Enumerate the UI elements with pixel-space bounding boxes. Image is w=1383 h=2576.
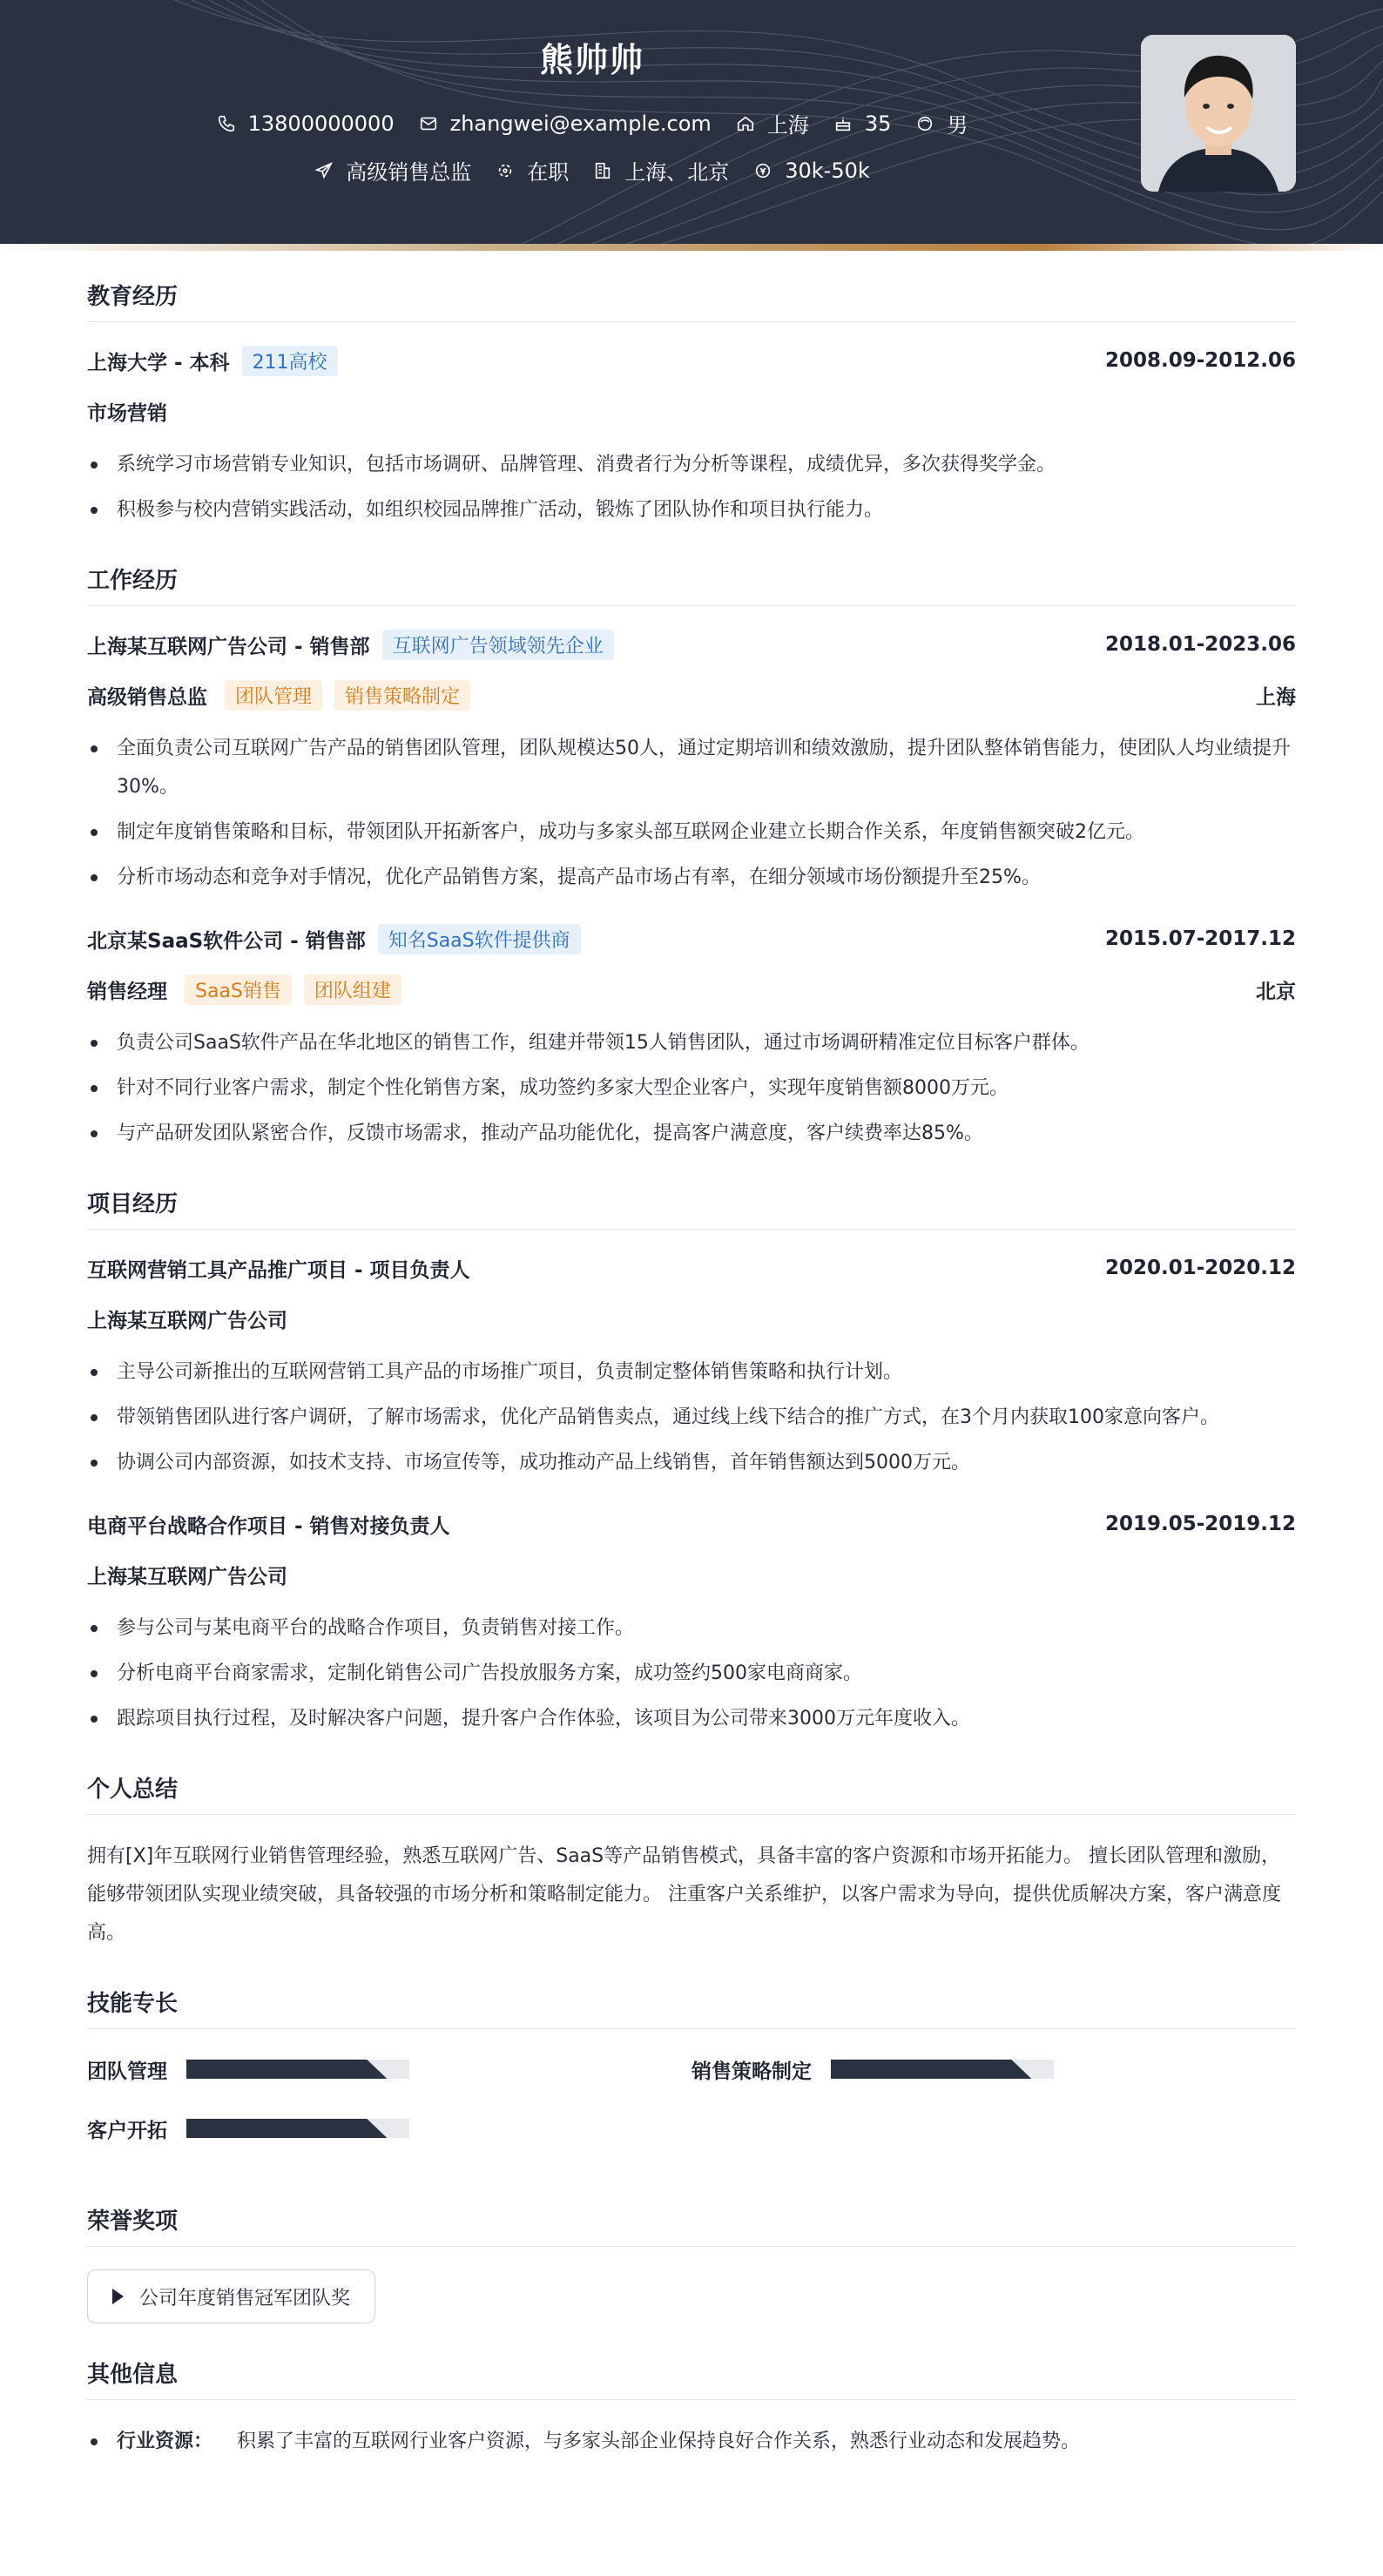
mail-icon: [419, 114, 438, 133]
role-tag: SaaS销售: [185, 974, 292, 1005]
position-text: 高级销售总监: [346, 160, 472, 185]
email-text: zhangwei@example.com: [449, 111, 712, 136]
city-text: 上海: [766, 113, 809, 138]
job-intent-row: [0, 155, 1184, 185]
triangle-right-icon: [112, 2289, 124, 2304]
honors-section: [87, 2203, 1296, 2323]
list-item: 积极参与校内营销实践活动，如组织校园品牌推广活动，锻炼了团队协作和项目执行能力。: [87, 491, 1296, 529]
job-entry: [87, 629, 1296, 897]
list-item: 带领销售团队进行客户调研，了解市场需求，优化产品销售卖点，通过线上线下结合的推广方式，在3个月内获取100家意向客户。: [87, 1399, 1296, 1437]
status-icon: [496, 161, 515, 180]
skill-bar: [186, 2119, 409, 2138]
job-date: 2018.01-2023.06: [1104, 633, 1296, 656]
job-bullets: [87, 1024, 1296, 1153]
skill-name: 销售策略制定: [692, 2060, 812, 2083]
list-item: [87, 2423, 1296, 2461]
job-entry: [87, 923, 1296, 1153]
school-tag: 211高校: [242, 346, 338, 376]
coin-icon: [753, 161, 772, 180]
education-section: [87, 279, 1296, 529]
candidate-name: 熊帅帅: [539, 41, 644, 79]
list-item: 分析电商平台商家需求，定制化销售公司广告投放服务方案，成功签约500家电商商家。: [87, 1655, 1296, 1693]
position-info: [314, 155, 471, 185]
project-org-row: [87, 1303, 1296, 1334]
skill-name: 客户开拓: [87, 2119, 167, 2142]
status-text: 在职: [527, 160, 570, 185]
list-item: 针对不同行业客户需求，制定个性化销售方案，成功签约多家大型企业客户，实现年度销售额8000万元。: [87, 1069, 1296, 1108]
other-title: 其他信息: [87, 2357, 1296, 2400]
skill-bar-fill: [186, 2060, 387, 2079]
person-icon: [915, 114, 934, 133]
role-tag: 团队组建: [304, 974, 401, 1005]
email-info: [419, 111, 712, 136]
role-tag: 团队管理: [225, 680, 322, 711]
project-bullets: [87, 1353, 1296, 1482]
projects-title: 项目经历: [87, 1186, 1296, 1230]
job-location: 上海: [1256, 685, 1296, 709]
other-section: [87, 2357, 1296, 2461]
list-item: 制定年度销售策略和目标，带领团队开拓新客户，成功与多家头部互联网企业建立长期合作关系，年度销售额突破2亿元。: [87, 813, 1296, 852]
project-name: 电商平台战略合作项目 - 销售对接负责人: [87, 1514, 450, 1538]
summary-text: 拥有[X]年互联网行业销售管理经验，熟悉互联网广告、SaaS等产品销售模式，具备丰富的客户资源和市场开拓能力。 擅长团队管理和激励，能够带领团队实现业绩突破，具备较强的市场分析和策略制定能力。 注重客户关系维护，以客户需求为导向，提供优质解决方案，客户满意度高。: [87, 1845, 1281, 1944]
list-item: 参与公司与某电商平台的战略合作项目，负责销售对接工作。: [87, 1609, 1296, 1648]
skill-bar: [186, 2060, 409, 2079]
phone-text: 13800000000: [247, 111, 395, 136]
job-header-row: [87, 923, 1296, 954]
honor-text: 公司年度销售冠军团队奖: [139, 2287, 351, 2310]
resume-body: [87, 279, 1296, 2494]
honors-title: 荣誉奖项: [87, 2203, 1296, 2247]
list-item: 负责公司SaaS软件产品在华北地区的销售工作，组建并带领15人销售团队，通过市场调研精准定位目标客户群体。: [87, 1024, 1296, 1062]
avatar: [1141, 35, 1296, 192]
list-item: 全面负责公司互联网广告产品的销售团队管理，团队规模达50人，通过定期培训和绩效激励，提升团队整体销售能力，使团队人均业绩提升30%。: [87, 730, 1296, 806]
education-title: 教育经历: [87, 279, 1296, 322]
project-org-row: [87, 1559, 1296, 1590]
salary-text: 30k-50k: [785, 158, 870, 183]
resume-header: [0, 0, 1383, 244]
honor-item[interactable]: [87, 2269, 375, 2323]
phone-icon: [217, 114, 236, 133]
list-item: 跟踪项目执行过程，及时解决客户问题，提升客户合作体验，该项目为公司带来3000万元年度收入。: [87, 1700, 1296, 1738]
projects-section: [87, 1186, 1296, 1738]
work-title: 工作经历: [87, 563, 1296, 606]
project-header-row: [87, 1252, 1296, 1284]
role-name: 销售经理: [87, 980, 167, 1003]
school-name: 上海大学 - 本科: [87, 351, 230, 374]
target-city-info: [593, 155, 729, 185]
skill-item: [692, 2052, 1296, 2087]
salary-info: [753, 158, 870, 183]
job-location: 北京: [1256, 980, 1296, 1003]
company-name: 上海某互联网广告公司 - 销售部: [87, 635, 370, 658]
gender-text: 男: [947, 113, 968, 138]
project-date: 2019.05-2019.12: [1104, 1513, 1296, 1535]
skills-title: 技能专长: [87, 1986, 1296, 2029]
summary-title: 个人总结: [87, 1771, 1296, 1815]
education-date: 2008.09-2012.06: [1104, 349, 1296, 372]
status-info: [496, 155, 569, 185]
target-city-text: 上海、北京: [624, 160, 730, 185]
company-tag: 知名SaaS软件提供商: [378, 924, 581, 954]
city-info: [736, 108, 809, 138]
home-icon: [736, 114, 755, 133]
project-org: 上海某互联网广告公司: [87, 1309, 287, 1332]
project-entry: [87, 1252, 1296, 1482]
job-header-row: [87, 629, 1296, 660]
send-icon: [314, 161, 334, 180]
cake-icon: [833, 114, 853, 133]
building-icon: [593, 161, 612, 180]
job-date: 2015.07-2017.12: [1104, 927, 1296, 950]
work-section: [87, 563, 1296, 1153]
list-item: 与产品研发团队紧密合作，反馈市场需求，推动产品功能优化，提高客户满意度，客户续费率达85%。: [87, 1115, 1296, 1153]
list-item: 系统学习市场营销专业知识，包括市场调研、品牌管理、消费者行为分析等课程，成绩优异，多次获得奖学金。: [87, 446, 1296, 484]
education-header-row: [87, 345, 1296, 376]
project-name: 互联网营销工具产品推广项目 - 项目负责人: [87, 1258, 470, 1282]
job-bullets: [87, 730, 1296, 897]
skills-grid: [87, 2052, 1296, 2170]
company-tag: 互联网广告领域领先企业: [382, 630, 614, 660]
skill-bar-fill: [186, 2119, 387, 2138]
gender-info: [915, 108, 968, 138]
role-tag: 销售策略制定: [334, 680, 470, 711]
major-name: 市场营销: [87, 401, 167, 425]
skill-item: [87, 2111, 692, 2146]
skill-bar-fill: [831, 2060, 1031, 2079]
project-bullets: [87, 1609, 1296, 1738]
skill-item: [87, 2052, 692, 2087]
skill-name: 团队管理: [87, 2060, 167, 2083]
header-accent-line: [0, 244, 1383, 251]
age-text: 35: [864, 111, 892, 136]
company-name: 北京某SaaS软件公司 - 销售部: [87, 929, 366, 953]
list-item: 主导公司新推出的互联网营销工具产品的市场推广项目，负责制定整体销售策略和执行计划。: [87, 1353, 1296, 1392]
education-bullets: [87, 446, 1296, 529]
summary-section: [87, 1771, 1296, 1952]
education-entry: [87, 345, 1296, 529]
age-info: [833, 111, 892, 136]
list-item: 协调公司内部资源，如技术支持、市场宣传等，成功推动产品上线销售，首年销售额达到5000万元。: [87, 1444, 1296, 1482]
skills-section: [87, 1986, 1296, 2170]
role-name: 高级销售总监: [87, 685, 207, 709]
phone-info: [217, 111, 395, 136]
project-entry: [87, 1508, 1296, 1738]
other-label: 行业资源：: [117, 2431, 213, 2452]
contact-row: [0, 108, 1184, 138]
project-org: 上海某互联网广告公司: [87, 1565, 287, 1588]
avatar-portrait: [1141, 35, 1296, 192]
role-row: [87, 974, 1296, 1005]
major-row: [87, 395, 1296, 427]
project-date: 2020.01-2020.12: [1104, 1257, 1296, 1279]
other-text: 积累了丰富的互联网行业客户资源，与多家头部企业保持良好合作关系，熟悉行业动态和发展趋势。: [237, 2431, 1081, 2452]
other-bullets: [87, 2423, 1296, 2461]
skill-bar: [831, 2060, 1054, 2079]
list-item: 分析市场动态和竞争对手情况，优化产品销售方案，提高产品市场占有率，在细分领域市场份额提升至25%。: [87, 859, 1296, 897]
role-row: [87, 679, 1296, 711]
project-header-row: [87, 1508, 1296, 1540]
